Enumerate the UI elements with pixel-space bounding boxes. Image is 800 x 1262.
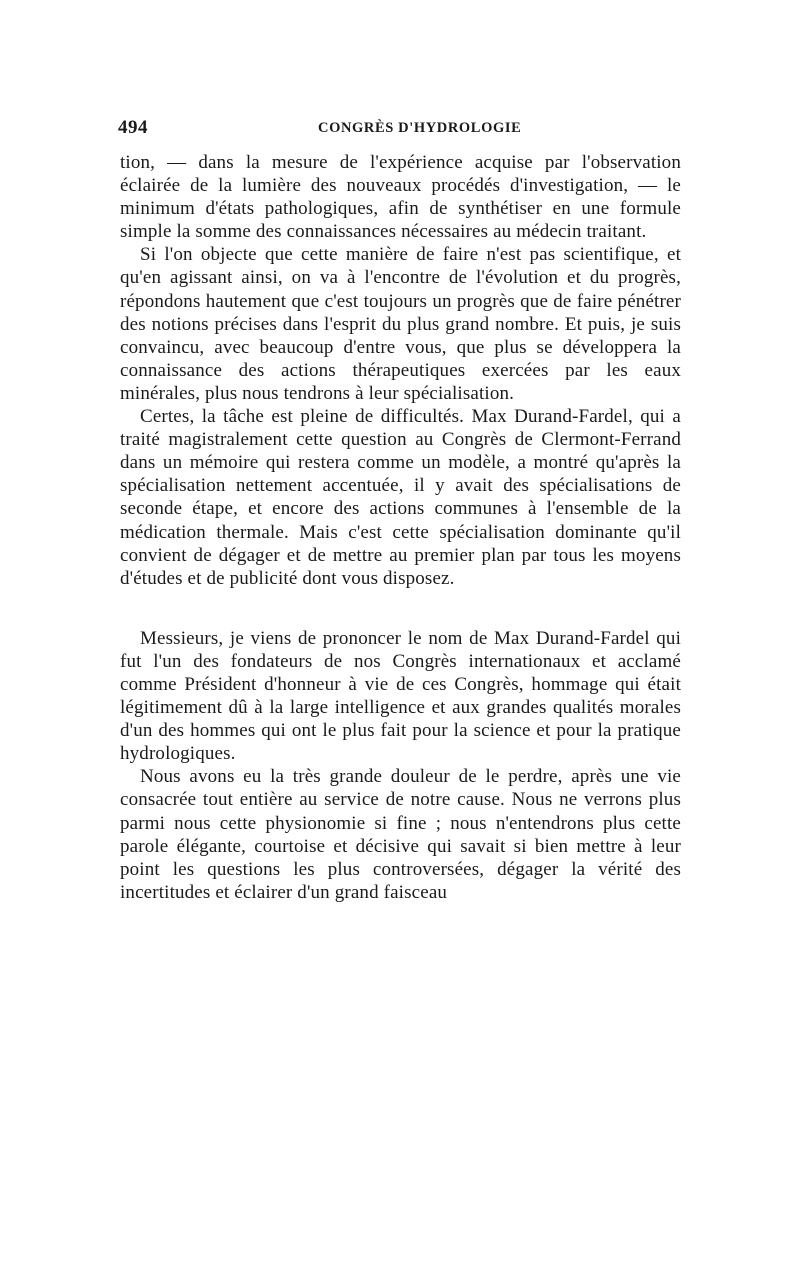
- paragraph-objection: Si l'on objecte que cette manière de faire n'est pas scientifique, et qu'en agissant ainsi, on va à l'encontre de l'évolution et du progrès, répondons hautement que c'est toujours un progrès que de faire pénétrer des notions précises dans l'esprit du plus grand nombre. Et puis, je suis convaincu, avec beaucoup d'entre vous, que plus se développera la connaissance des actions thérapeutiques exercées par les eaux minérales, plus nous tendrons à leur spécialisation.: [120, 244, 681, 404]
- body-text: [120, 151, 681, 904]
- page-number: 494: [118, 117, 148, 138]
- paragraph-difficulties: Certes, la tâche est pleine de difficultés. Max Durand-Fardel, qui a traité magistralement cette question au Congrès de Clermont-Ferrand dans un mémoire qui restera comme un modèle, a montré qu'après la spécialisation nettement accentuée, il y avait des spécialisations de seconde étape, et encore des actions communes à l'ensemble de la médication thermale. Mais c'est cette spécialisation dominante qu'il convient de dégager et de mettre au premier plan par tous les moyens d'études et de publicité dont vous disposez.: [120, 406, 681, 589]
- paragraph-continuation: tion, — dans la mesure de l'expérience acquise par l'observation éclairée de la lumière des nouveaux procédés d'investigation, — le minimum d'états pathologiques, afin de synthétiser en une formule simple la somme des connaissances nécessaires au médecin traitant.: [120, 152, 681, 243]
- paragraph-tribute: Nous avons eu la très grande douleur de le perdre, après une vie consacrée tout entière au service de notre cause. Nous ne verrons plus parmi nous cette physionomie si fine ; nous n'entendrons plus cette parole élégante, courtoise et décisive qui savait si bien mettre à leur point les questions les plus controversées, dégager la vérité des incertitudes et éclairer d'un grand faisceau: [120, 766, 681, 903]
- paragraph-durand-fardel: Messieurs, je viens de prononcer le nom de Max Durand-Fardel qui fut l'un des fondateurs de nos Congrès internationaux et acclamé comme Président d'honneur à vie de ces Congrès, hommage qui était légitimement dû à la large intelligence et aux grandes qualités morales d'un des hommes qui ont le plus fait pour la science et pour la pratique hydrologiques.: [120, 627, 681, 765]
- page-header: [118, 117, 682, 141]
- section-gap: [120, 590, 681, 627]
- running-title: CONGRÈS D'HYDROLOGIE: [318, 120, 522, 136]
